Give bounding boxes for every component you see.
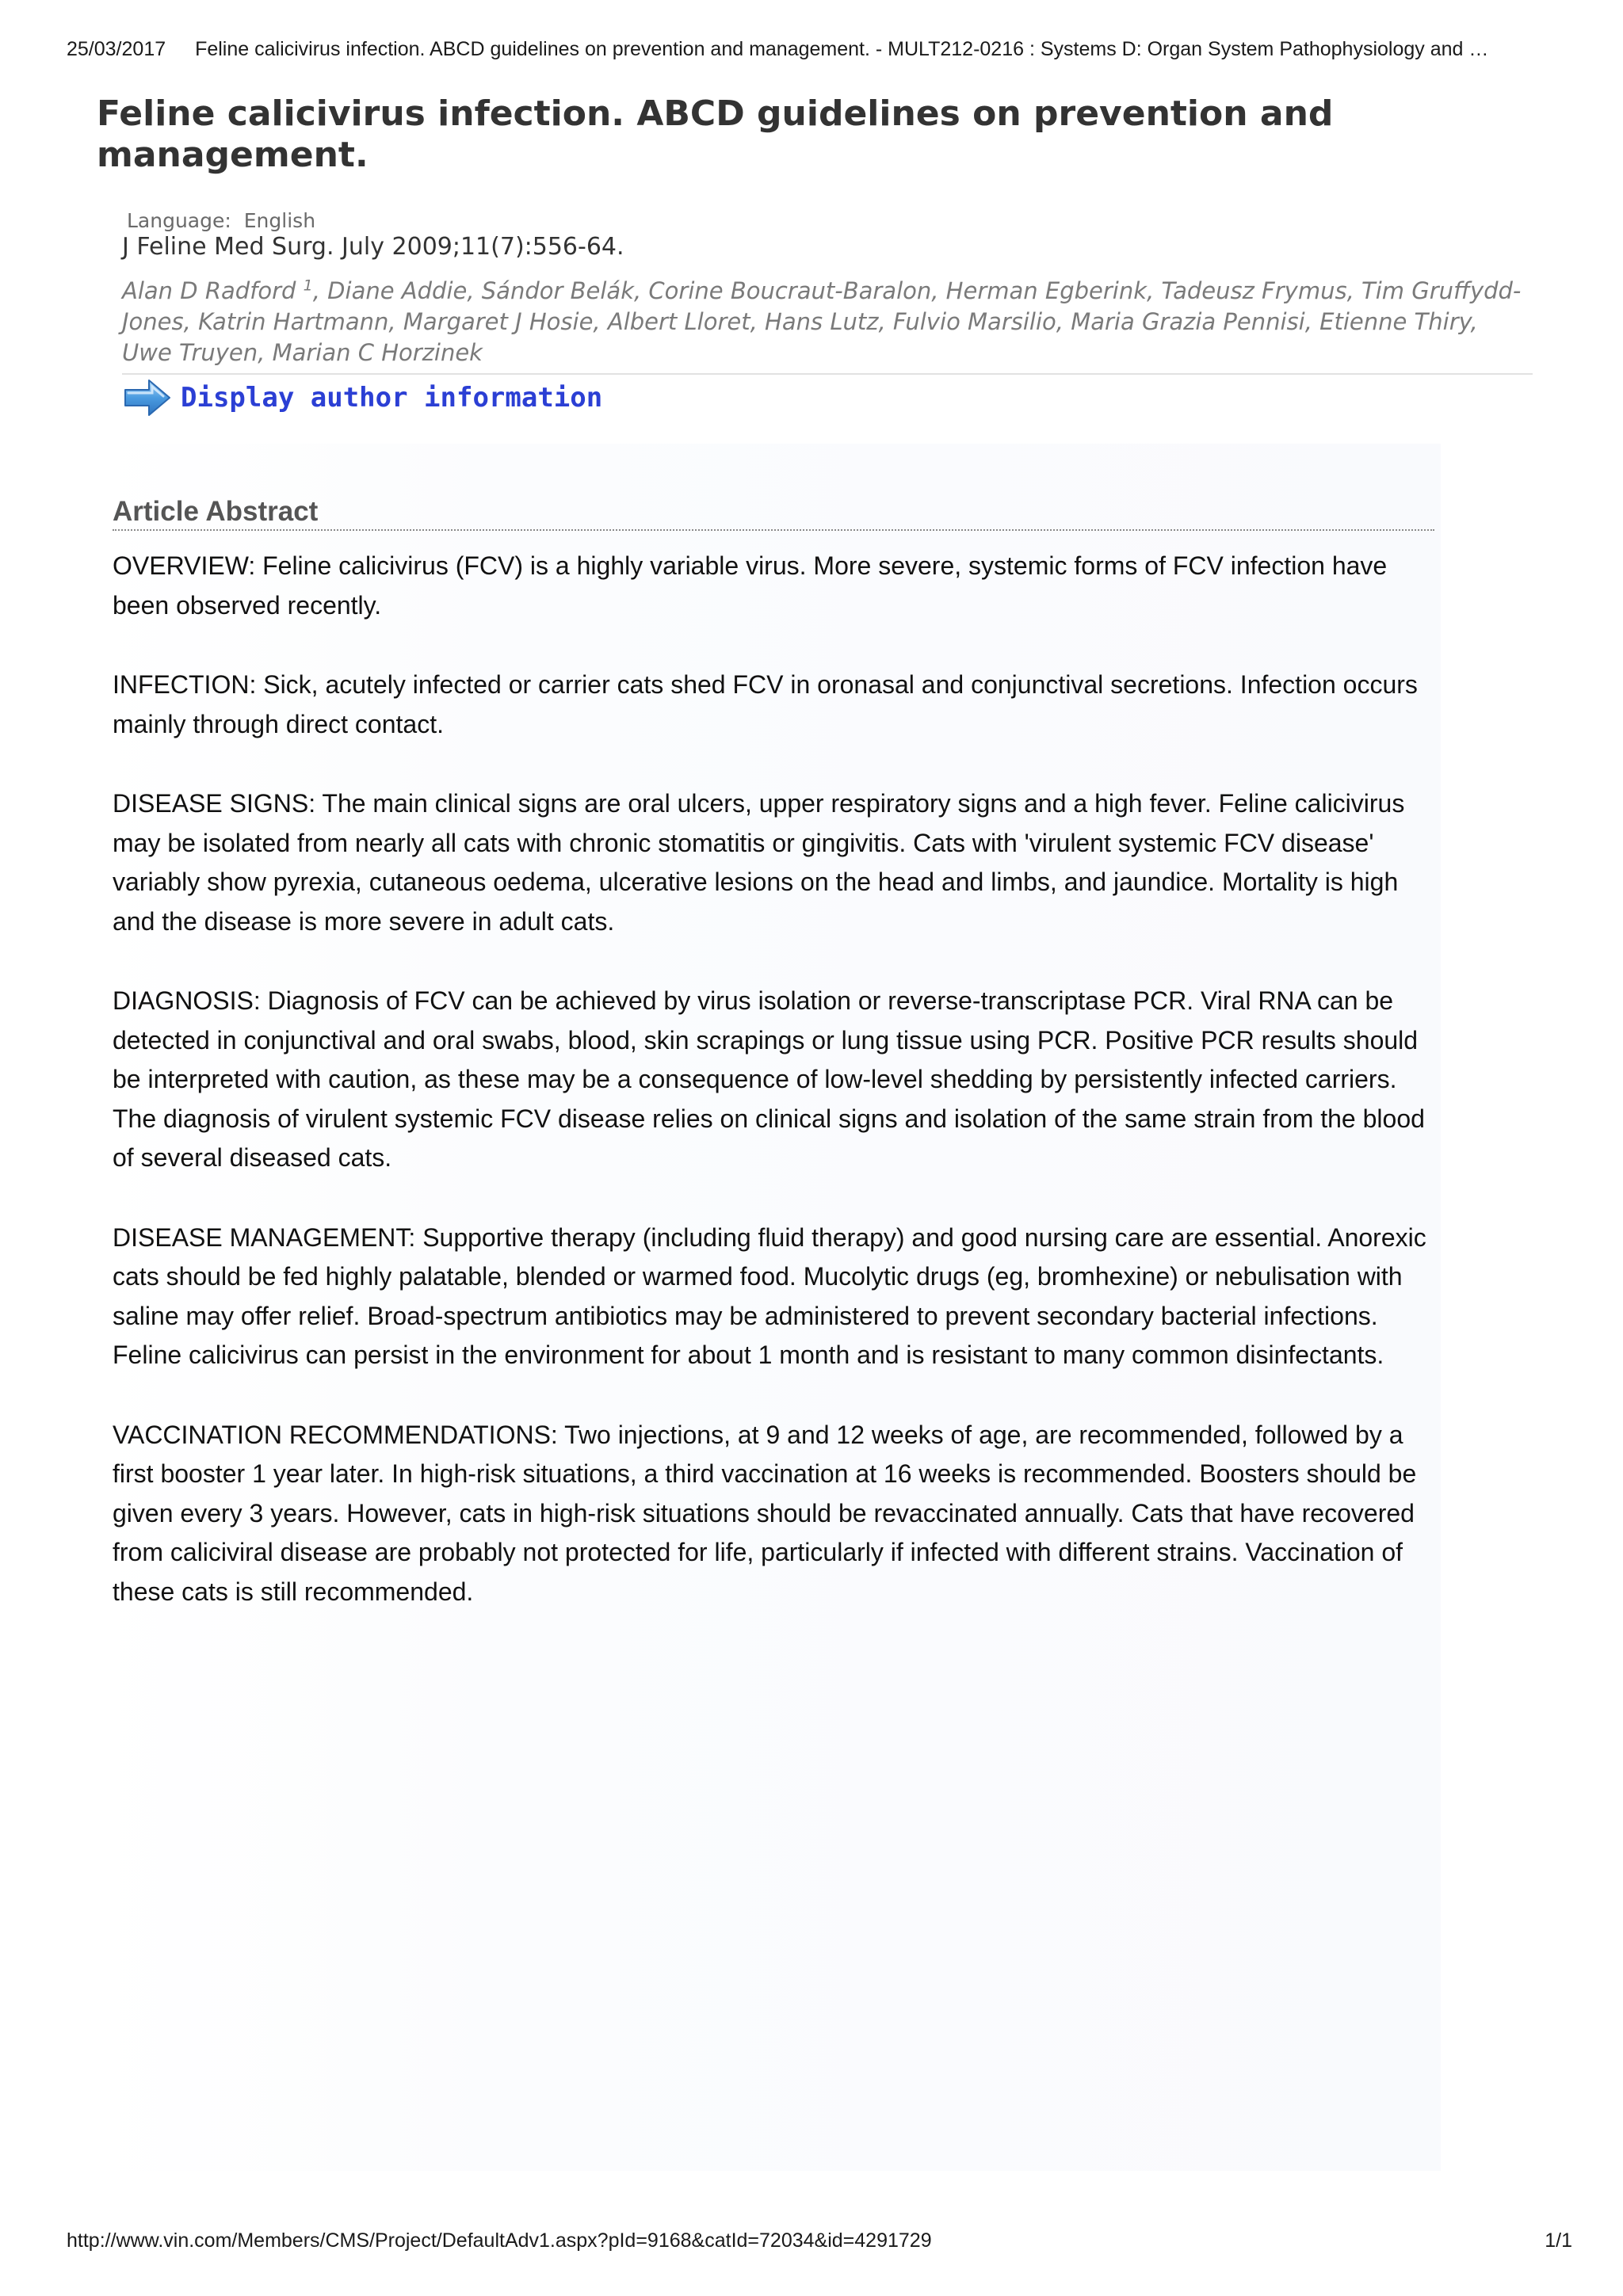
page-number: 1/1 [1545,2229,1572,2252]
display-author-info-link[interactable] [122,376,602,420]
arrow-right-icon [122,376,173,420]
first-author[interactable]: Alan D Radford [122,277,296,304]
source-url-link[interactable]: http://www.vin.com/Members/CMS/Project/DefaultAdv1.aspx?pId=9168&catId=72034&id=4291729 [67,2229,932,2252]
abstract-heading: Article Abstract [113,496,1434,531]
affiliation-superscript: 1 [303,277,313,295]
abstract-vaccination: VACCINATION RECOMMENDATIONS: Two injections, at 9 and 12 weeks of age, are recommended, followed by a first booster 1 year later. In high-risk situations, a third vaccination at 16 weeks is recommended. Boosters should be given every 3 years. However, cats in high-risk situations should be revaccinated annually. Cats that have recovered from caliciviral disease are probably not protected for life, particularly if infected with different strains. Vaccination of these cats is still recommended. [113,1420,1417,1606]
other-authors: , Diane Addie, Sándor Belák, Corine Boucraut-Baralon, Herman Egberink, Tadeusz Frymus, Tim Gruffydd-Jones, Katrin Hartmann, Margaret J Hosie, Albert Lloret, Hans Lutz, Fulvio Marsilio, Maria Grazia Pennisi, Etienne Thiry, Uwe Truyen, Marian C Horzinek [122,277,1522,366]
abstract-disease-signs: DISEASE SIGNS: The main clinical signs are oral ulcers, upper respiratory signs and a high fever. Feline calicivirus may be isolated from nearly all cats with chronic stomatitis or gingivitis. Cats with 'virulent systemic FCV disease' variably show pyrexia, cutaneous oedema, ulcerative lesions on the head and limbs, and jaundice. Mortality is high and the disease is more severe in adult cats. [113,789,1405,936]
print-header [67,38,1572,61]
author-list [122,276,1533,375]
abstract-disease-management: DISEASE MANAGEMENT: Supportive therapy (including fluid therapy) and good nursing care are essential. Anorexic cats should be fed highly palatable, blended or warmed food. Mucolytic drugs (eg, bromhexine) or nebulisation with saline may offer relief. Broad-spectrum antibiotics may be administered to prevent secondary bacterial infections. Feline calicivirus can persist in the environment for about 1 month and is resistant to many common disinfectants. [113,1222,1426,1369]
article-title: Feline calicivirus infection. ABCD guidelines on prevention and management. [97,93,1334,175]
abstract-overview: OVERVIEW: Feline calicivirus (FCV) is a highly variable virus. More severe, systemic forms of FCV infection have been observed recently. [113,551,1388,620]
language-label: Language: [127,209,231,232]
abstract-diagnosis: DIAGNOSIS: Diagnosis of FCV can be achieved by virus isolation or reverse-transcriptase PCR. Viral RNA can be detected in conjunctival and oral swabs, blood, skin scrapings or lung tissue using PCR. Positive PCR results should be interpreted with caution, as these may be a consequence of low-level shedding by persistently infected carriers. The diagnosis of virulent systemic FCV disease relies on clinical signs and isolation of the same strain from the blood of several diseased cats. [113,986,1425,1172]
print-page-title: Feline calicivirus infection. ABCD guidelines on prevention and management. - MULT212-0216 : Systems D: Organ System Pathophysiology and … [195,38,1489,60]
abstract-infection: INFECTION: Sick, acutely infected or carrier cats shed FCV in oronasal and conjunctival secretions. Infection occurs mainly through direct contact. [113,670,1418,738]
language-value: English [243,209,316,232]
language-line [127,209,315,232]
journal-citation: J Feline Med Surg. July 2009;11(7):556-64. [122,233,624,261]
abstract-body [113,547,1444,1652]
print-date: 25/03/2017 [67,38,166,60]
display-author-info-label: Display author information [181,382,603,414]
